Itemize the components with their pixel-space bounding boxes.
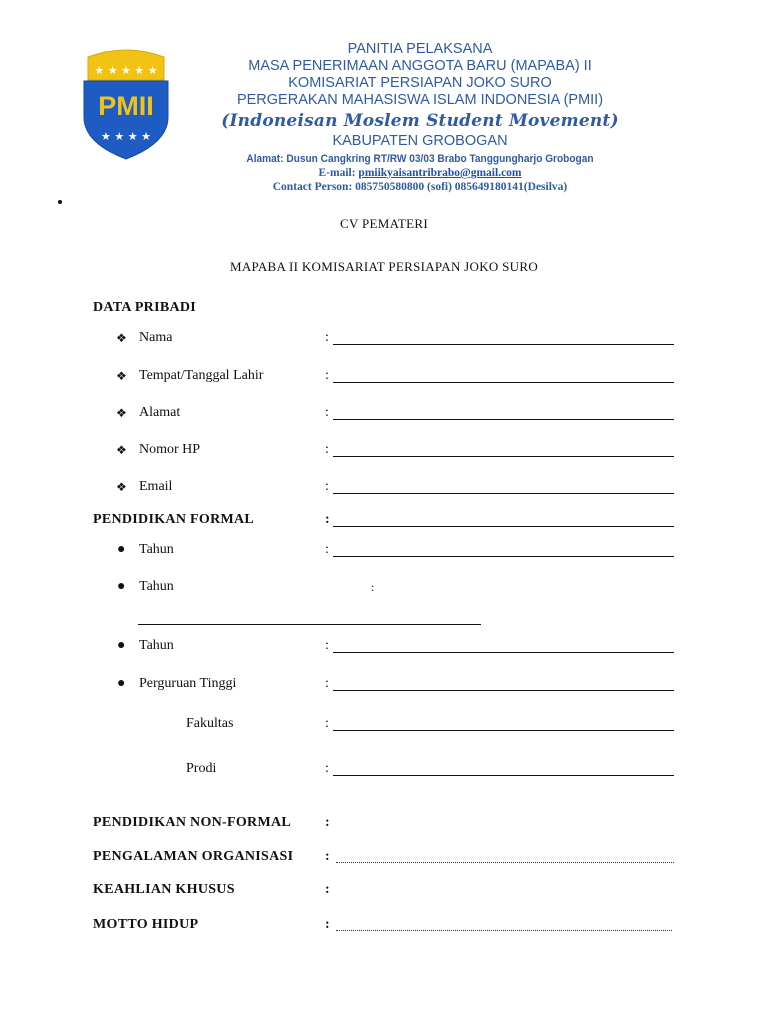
field-label: Perguruan Tinggi [139, 676, 237, 691]
dot-bullet-icon: ● [117, 542, 126, 557]
section-heading: DATA PRIBADI [93, 300, 197, 315]
colon: : [325, 849, 330, 864]
blank-line[interactable] [333, 382, 674, 383]
section-heading: KEAHLIAN KHUSUS [93, 882, 235, 897]
blank-line[interactable] [333, 652, 674, 653]
colon: : [371, 580, 375, 594]
field-label: Tahun [139, 638, 174, 653]
event-line: MASA PENERIMAAN ANGGOTA BARU (MAPABA) II [248, 58, 592, 74]
colon: : [325, 638, 329, 653]
colon: : [325, 676, 329, 691]
document-subtitle: MAPABA II KOMISARIAT PERSIAPAN JOKO SURO [229, 259, 539, 274]
blank-line[interactable] [333, 690, 674, 691]
commissariat-line: KOMISARIAT PERSIAPAN JOKO SURO [288, 75, 552, 91]
keahlian-khusus-section [0, 882, 768, 902]
colon: : [325, 405, 329, 420]
section-heading: PENGALAMAN ORGANISASI [93, 849, 294, 864]
field-prodi [0, 761, 768, 781]
colon: : [325, 368, 329, 383]
address-line: Alamat: Dusun Cangkring RT/RW 03/03 Brabo Tanggungharjo Grobogan [246, 153, 594, 165]
field-alamat [0, 405, 768, 425]
pendidikan-formal-section [0, 512, 768, 532]
field-label: Email [139, 479, 173, 494]
dot-bullet-icon: ● [117, 579, 126, 594]
diamond-bullet-icon: ❖ [116, 443, 127, 457]
email-link[interactable]: pmiikyaisantribrabo@gmail.com [358, 167, 522, 179]
motto-hidup-section [0, 917, 768, 937]
region-line: KABUPATEN GROBOGAN [332, 133, 508, 149]
field-label: Prodi [186, 761, 217, 776]
field-label: Tahun [139, 542, 174, 557]
blank-line[interactable] [138, 624, 481, 625]
diamond-bullet-icon: ❖ [116, 331, 127, 345]
colon: : [325, 442, 329, 457]
colon: : [325, 882, 330, 897]
field-tempat-tanggal-lahir [0, 368, 768, 388]
colon: : [325, 716, 329, 731]
svg-text:★ ★ ★ ★ ★: ★ ★ ★ ★ ★ [94, 64, 158, 77]
email-label: E-mail: [318, 167, 356, 179]
blank-line[interactable] [333, 344, 674, 345]
colon: : [325, 479, 329, 494]
field-label: Nomor HP [139, 442, 201, 457]
colon: : [325, 542, 329, 557]
diamond-bullet-icon: ❖ [116, 369, 127, 383]
blank-line[interactable] [333, 556, 674, 557]
data-pribadi-section [0, 300, 768, 320]
field-label: Tahun [139, 579, 174, 594]
section-heading: MOTTO HIDUP [93, 917, 199, 932]
section-heading: PENDIDIKAN FORMAL [93, 512, 255, 527]
dotted-line[interactable] [336, 862, 674, 863]
pendidikan-non-formal-section [0, 815, 768, 835]
field-fakultas [0, 716, 768, 736]
field-email [0, 479, 768, 499]
dot-bullet-icon: ● [117, 676, 126, 691]
colon: : [325, 815, 330, 830]
field-label: Tempat/Tanggal Lahir [139, 368, 264, 383]
field-label: Fakultas [186, 716, 234, 731]
diamond-bullet-icon: ❖ [116, 480, 127, 494]
colon: : [325, 512, 330, 527]
blank-line[interactable] [333, 456, 674, 457]
svg-text:★ ★ ★ ★: ★ ★ ★ ★ [101, 130, 151, 143]
english-name: (Indoneisan Moslem Student Movement) [221, 111, 619, 131]
stray-mark [58, 200, 62, 204]
field-tahun-3 [0, 638, 768, 658]
field-label: Nama [139, 330, 173, 345]
letterhead [205, 41, 635, 194]
blank-line[interactable] [333, 419, 674, 420]
colon: : [325, 330, 329, 345]
colon: : [325, 761, 329, 776]
contact-line: Contact Person: 085750580800 (sofi) 085649180141(Desilva) [272, 181, 568, 193]
colon: : [325, 917, 330, 932]
blank-line[interactable] [333, 493, 674, 494]
section-heading: PENDIDIKAN NON-FORMAL [93, 815, 292, 830]
email-line [205, 166, 635, 180]
field-nama [0, 330, 768, 350]
field-nomor-hp [0, 442, 768, 462]
committee-line: PANITIA PELAKSANA [347, 41, 493, 57]
field-tahun-2 [0, 579, 768, 599]
diamond-bullet-icon: ❖ [116, 406, 127, 420]
blank-line[interactable] [333, 730, 674, 731]
dot-bullet-icon: ● [117, 638, 126, 653]
organization-line: PERGERAKAN MAHASISWA ISLAM INDONESIA (PMII) [236, 92, 604, 108]
blank-line[interactable] [333, 775, 674, 776]
dotted-line[interactable] [336, 930, 672, 931]
field-perguruan-tinggi [0, 676, 768, 696]
field-tahun-1 [0, 542, 768, 562]
pmii-logo [80, 45, 172, 160]
logo-text: PMII [98, 91, 154, 121]
document-title: CV PEMATERI [340, 216, 428, 231]
pengalaman-organisasi-section [0, 849, 768, 869]
field-label: Alamat [139, 405, 181, 420]
blank-line[interactable] [333, 526, 674, 527]
